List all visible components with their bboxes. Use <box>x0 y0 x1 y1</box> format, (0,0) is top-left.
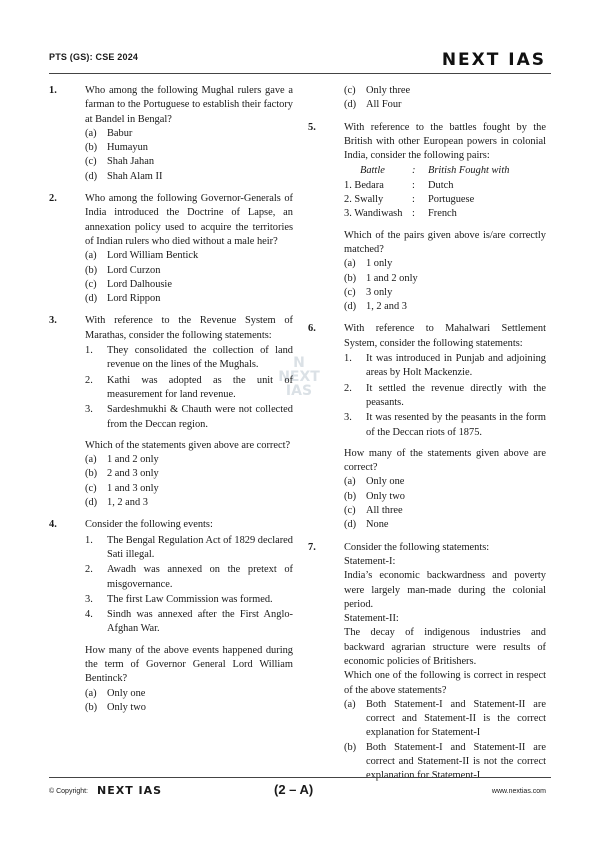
question-number: 3. <box>49 315 57 327</box>
watermark-line: IAS <box>285 383 313 399</box>
statement-2-label: Statement-II: <box>344 613 399 625</box>
watermark-line: N <box>293 355 305 371</box>
footer-website: www.nextias.com <box>491 788 546 795</box>
option-b: (b) Only two <box>344 490 405 502</box>
question-text: Consider the following events: <box>85 519 213 531</box>
statement-2: 2. Awadh was annexed on the pretext of misgovernance. <box>85 564 293 590</box>
option-c: (c) Lord Dalhousie <box>85 278 172 290</box>
question-4-continued <box>308 84 546 113</box>
question-number: 4. <box>49 519 57 531</box>
question-text: Who among the following Governor-Generals of India introduced the Doctrine of Lapse, an annexation policy used to acquire the territories of Indian rulers who died without a male heir? <box>85 193 293 247</box>
footer-brand-logo: NEXT IAS <box>97 784 163 797</box>
watermark-line: NEXT <box>278 369 320 385</box>
statement-3: 3. Sardeshmukhi & Chauth were not collected from the Deccan region. <box>85 404 293 430</box>
question-ask: How many of the above events happened during the term of Governor General Lord William Bentinck? <box>85 644 293 685</box>
question-3 <box>49 314 293 510</box>
right-column <box>308 84 546 792</box>
statement-1-text: India’s economic backwardness and poverty were largely man-made during the colonial period. <box>344 570 546 610</box>
pair-row: 3. Wandiwash : French <box>344 208 457 220</box>
question-text: With reference to the Revenue System of Marathas, consider the following statements: <box>85 315 293 341</box>
question-number: 6. <box>308 323 316 335</box>
question-ask: Which of the pairs given above is/are correctly matched? <box>344 229 546 255</box>
option-c: (c) 3 only <box>344 286 393 298</box>
question-5 <box>308 121 546 315</box>
option-b: (b) 1 and 2 only <box>344 272 418 284</box>
question-number: 1. <box>49 85 57 96</box>
option-b: (b) Both Statement-I and Statement-II are correct and Statement-II is not the correct explanation for Statement-I <box>344 741 546 782</box>
question-ask: Which of the statements given above are correct? <box>85 439 291 451</box>
statement-2: 2. It settled the revenue directly with the peasants. <box>344 382 546 408</box>
statement-1-label: Statement-I: <box>344 555 396 567</box>
option-a: (a) 1 and 2 only <box>85 454 159 466</box>
statement-1: 1. It was introduced in Punjab and adjoining areas by Holt Mackenzie. <box>344 353 546 379</box>
question-1 <box>49 84 293 184</box>
statement-3: 3. The first Law Commission was formed. <box>85 593 273 605</box>
option-d: (d) 1, 2 and 3 <box>344 301 407 313</box>
statement-3: 3. It was resented by the peasants in the form of the Deccan riots of 1875. <box>344 412 546 438</box>
pairs-header: Battle : British Fought with <box>360 165 510 177</box>
option-a: (a) Lord William Bentick <box>85 250 199 262</box>
pairs-table <box>344 164 546 221</box>
option-b: (b) Lord Curzon <box>85 264 161 276</box>
question-text: Consider the following statements: <box>344 541 490 553</box>
option-d: (d) Lord Rippon <box>85 293 161 305</box>
option-c: (c) All three <box>344 505 403 517</box>
paper-code: PTS (GS): CSE 2024 <box>49 52 139 62</box>
statement-1: 1. They consolidated the collection of land revenue on the lines of the Mughals. <box>85 345 293 371</box>
question-text: With reference to the battles fought by the British with other European powers in colonial India, consider the following pairs: <box>344 121 546 162</box>
question-number: 2. <box>49 193 57 205</box>
option-a: (a) Only one <box>85 687 146 699</box>
statement-2: 2. Kathi was adopted as the unit of measurement for land revenue. <box>85 374 293 400</box>
question-2 <box>49 192 293 306</box>
brand-logo: NEXT IAS <box>441 50 546 70</box>
footer-copyright: © Copyright: <box>49 788 89 795</box>
question-ask: Which one of the following is correct in respect of the above statements? <box>344 670 546 696</box>
option-d: (d) None <box>344 519 389 531</box>
statement-1: 1. The Bengal Regulation Act of 1829 declared Sati illegal. <box>85 534 293 560</box>
question-ask: How many of the statements given above are correct? <box>344 447 546 474</box>
option-b: (b) Only two <box>85 701 146 713</box>
option-c: (c) Only three <box>344 85 411 96</box>
option-b: (b) Humayun <box>85 142 148 154</box>
statement-2-text: The decay of indigenous industries and backward agrarian structure were results of economic policies of Britishers. <box>344 627 546 667</box>
option-b: (b) 2 and 3 only <box>85 468 159 480</box>
question-4 <box>49 518 293 715</box>
left-column <box>49 84 293 723</box>
option-d: (d) All Four <box>344 99 402 111</box>
footer-divider <box>49 777 551 778</box>
option-a: (a) Only one <box>344 476 405 488</box>
statement-4: 4. Sindh was annexed after the First Anglo-Afghan War. <box>85 609 293 635</box>
option-d: (d) Shah Alam II <box>85 170 163 182</box>
header-divider <box>49 73 551 74</box>
pair-row: 2. Swally : Portuguese <box>344 194 475 206</box>
question-text: With reference to Mahalwari Settlement System, consider the following statements: <box>344 323 546 349</box>
question-text: Who among the following Mughal rulers gave a farman to the Portuguese to establish their factory at Bandel in Bengal? <box>85 85 293 125</box>
option-a: (a) 1 only <box>344 258 393 270</box>
option-a: (a) Babur <box>85 127 133 139</box>
question-6 <box>308 322 546 532</box>
option-d: (d) 1, 2 and 3 <box>85 497 148 509</box>
option-c: (c) 1 and 3 only <box>85 482 159 494</box>
question-number: 7. <box>308 541 316 553</box>
pair-row: 1. Bedara : Dutch <box>344 179 454 191</box>
page-number: (2 – A) <box>274 782 314 797</box>
question-number: 5. <box>308 121 316 133</box>
question-7 <box>308 541 546 784</box>
option-c: (c) Shah Jahan <box>85 156 155 168</box>
option-a: (a) Both Statement-I and Statement-II are correct and Statement-II is the correct explanation for Statement-I <box>344 698 546 739</box>
